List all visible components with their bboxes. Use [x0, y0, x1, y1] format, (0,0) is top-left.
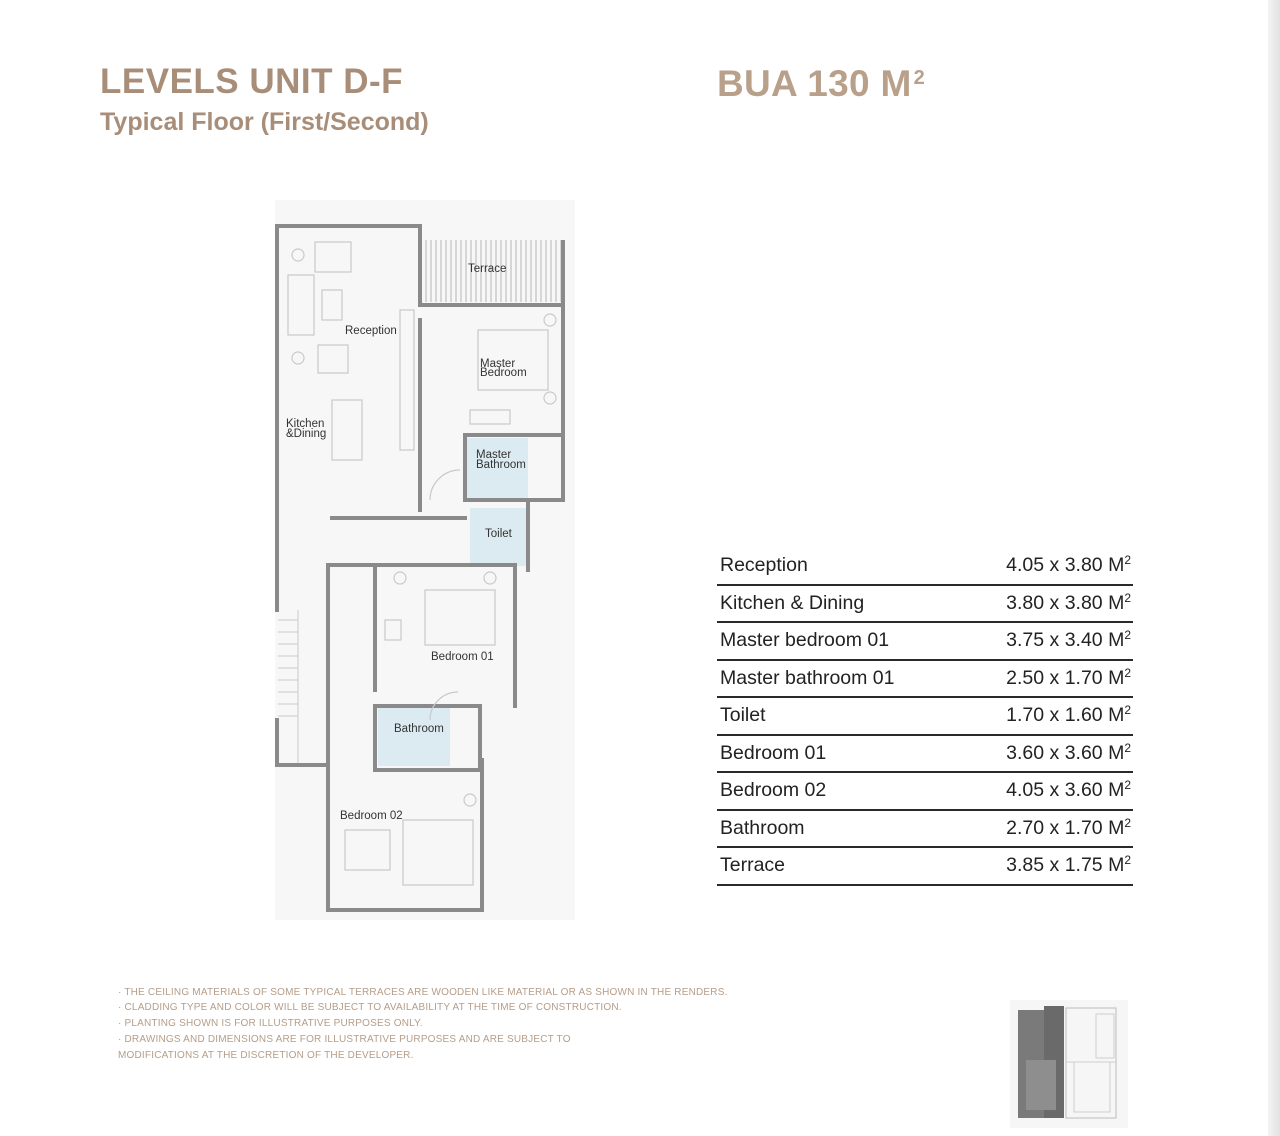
- area-dimension-value: 3.60 x 3.60 M: [1006, 741, 1125, 764]
- area-dimension-value: 3.75 x 3.40 M: [1006, 629, 1125, 652]
- area-unit-superscript: 2: [1124, 628, 1131, 643]
- area-unit-superscript: 2: [1124, 853, 1131, 868]
- bua-area: [717, 63, 925, 105]
- label-master-bedroom-2: Bedroom: [480, 367, 527, 379]
- area-unit-superscript: 2: [1124, 590, 1131, 605]
- note-line: MODIFICATIONS AT THE DISCRETION OF THE DEVELOPER.: [118, 1050, 414, 1061]
- area-dimension-value: 2.70 x 1.70 M: [1006, 816, 1125, 839]
- area-dimension-value: 3.85 x 1.75 M: [1006, 854, 1125, 877]
- label-toilet: Toilet: [485, 528, 512, 540]
- area-unit-superscript: 2: [1124, 740, 1131, 755]
- label-kitchen-1: Kitchen: [286, 418, 325, 430]
- label-bedroom-02: Bedroom 02: [340, 810, 403, 822]
- note-line: · CLADDING TYPE AND COLOR WILL BE SUBJECT TO AVAILABILITY AT THE TIME OF CONSTRUCTION.: [118, 1002, 622, 1013]
- area-room-name: Reception: [717, 548, 958, 585]
- area-dimension-value: 4.05 x 3.60 M: [1006, 779, 1125, 802]
- note-line: · PLANTING SHOWN IS FOR ILLUSTRATIVE PURPOSES ONLY.: [118, 1018, 423, 1029]
- area-dimension-value: 1.70 x 1.60 M: [1006, 704, 1125, 727]
- area-room-name: Bathroom: [717, 810, 958, 848]
- area-unit-superscript: 2: [1124, 703, 1131, 718]
- note-line: · DRAWINGS AND DIMENSIONS ARE FOR ILLUSTRATIVE PURPOSES AND ARE SUBJECT TO: [118, 1034, 571, 1045]
- area-room-name: Bedroom 01: [717, 735, 958, 773]
- bua-label: BUA 130 M: [717, 63, 912, 104]
- label-kitchen-2: &Dining: [286, 428, 327, 440]
- area-dimension: [958, 622, 1133, 660]
- page-subtitle: Typical Floor (First/Second): [100, 108, 429, 136]
- label-master-bedroom-1: Master: [480, 358, 516, 370]
- note-line: · THE CEILING MATERIALS OF SOME TYPICAL TERRACES ARE WOODEN LIKE MATERIAL OR AS SHOWN IN THE RENDERS.: [118, 987, 728, 998]
- page-edge-shadow: [1268, 0, 1280, 1136]
- page-title: LEVELS UNIT D-F: [100, 62, 404, 101]
- label-master-bathroom-2: Bathroom: [476, 459, 526, 471]
- area-room-name: Master bathroom 01: [717, 660, 958, 698]
- label-terrace: Terrace: [468, 263, 507, 275]
- area-room-name: Toilet: [717, 697, 958, 735]
- bathroom-area: [378, 706, 450, 766]
- label-bathroom: Bathroom: [394, 723, 444, 735]
- area-dimension: [958, 697, 1133, 735]
- area-row: [717, 622, 1133, 660]
- area-dimension: [958, 847, 1133, 885]
- bua-superscript: 2: [913, 67, 926, 89]
- area-dimension: [958, 772, 1133, 810]
- area-dimension: [958, 548, 1133, 585]
- area-row: [717, 735, 1133, 773]
- area-row: [717, 585, 1133, 623]
- label-bedroom-01: Bedroom 01: [431, 651, 494, 663]
- area-room-name: Kitchen & Dining: [717, 585, 958, 623]
- area-dimension: [958, 810, 1133, 848]
- area-row: [717, 660, 1133, 698]
- area-row: [717, 772, 1133, 810]
- area-row: [717, 697, 1133, 735]
- label-master-bathroom-1: Master: [476, 449, 512, 461]
- label-reception: Reception: [345, 325, 397, 337]
- area-room-name: Bedroom 02: [717, 772, 958, 810]
- key-plan-drawing: [1010, 1000, 1128, 1128]
- area-room-name: Master bedroom 01: [717, 622, 958, 660]
- area-unit-superscript: 2: [1124, 553, 1131, 568]
- floor-plan: [270, 200, 580, 920]
- area-dimension: [958, 585, 1133, 623]
- key-plan-thumbnail: [1010, 1000, 1128, 1128]
- disclaimer-notes: [118, 986, 818, 1065]
- area-unit-superscript: 2: [1124, 665, 1131, 680]
- area-unit-superscript: 2: [1124, 778, 1131, 793]
- area-dimension-value: 4.05 x 3.80 M: [1006, 554, 1125, 577]
- area-row: [717, 548, 1133, 585]
- area-dimension-value: 2.50 x 1.70 M: [1006, 666, 1125, 689]
- area-table: [717, 548, 1133, 886]
- area-dimension-value: 3.80 x 3.80 M: [1006, 591, 1125, 614]
- area-row: [717, 810, 1133, 848]
- area-room-name: Terrace: [717, 847, 958, 885]
- floor-plan-drawing: [270, 200, 580, 920]
- area-table-body: [717, 548, 1133, 885]
- area-dimension: [958, 660, 1133, 698]
- area-unit-superscript: 2: [1124, 815, 1131, 830]
- area-row: [717, 847, 1133, 885]
- area-dimension: [958, 735, 1133, 773]
